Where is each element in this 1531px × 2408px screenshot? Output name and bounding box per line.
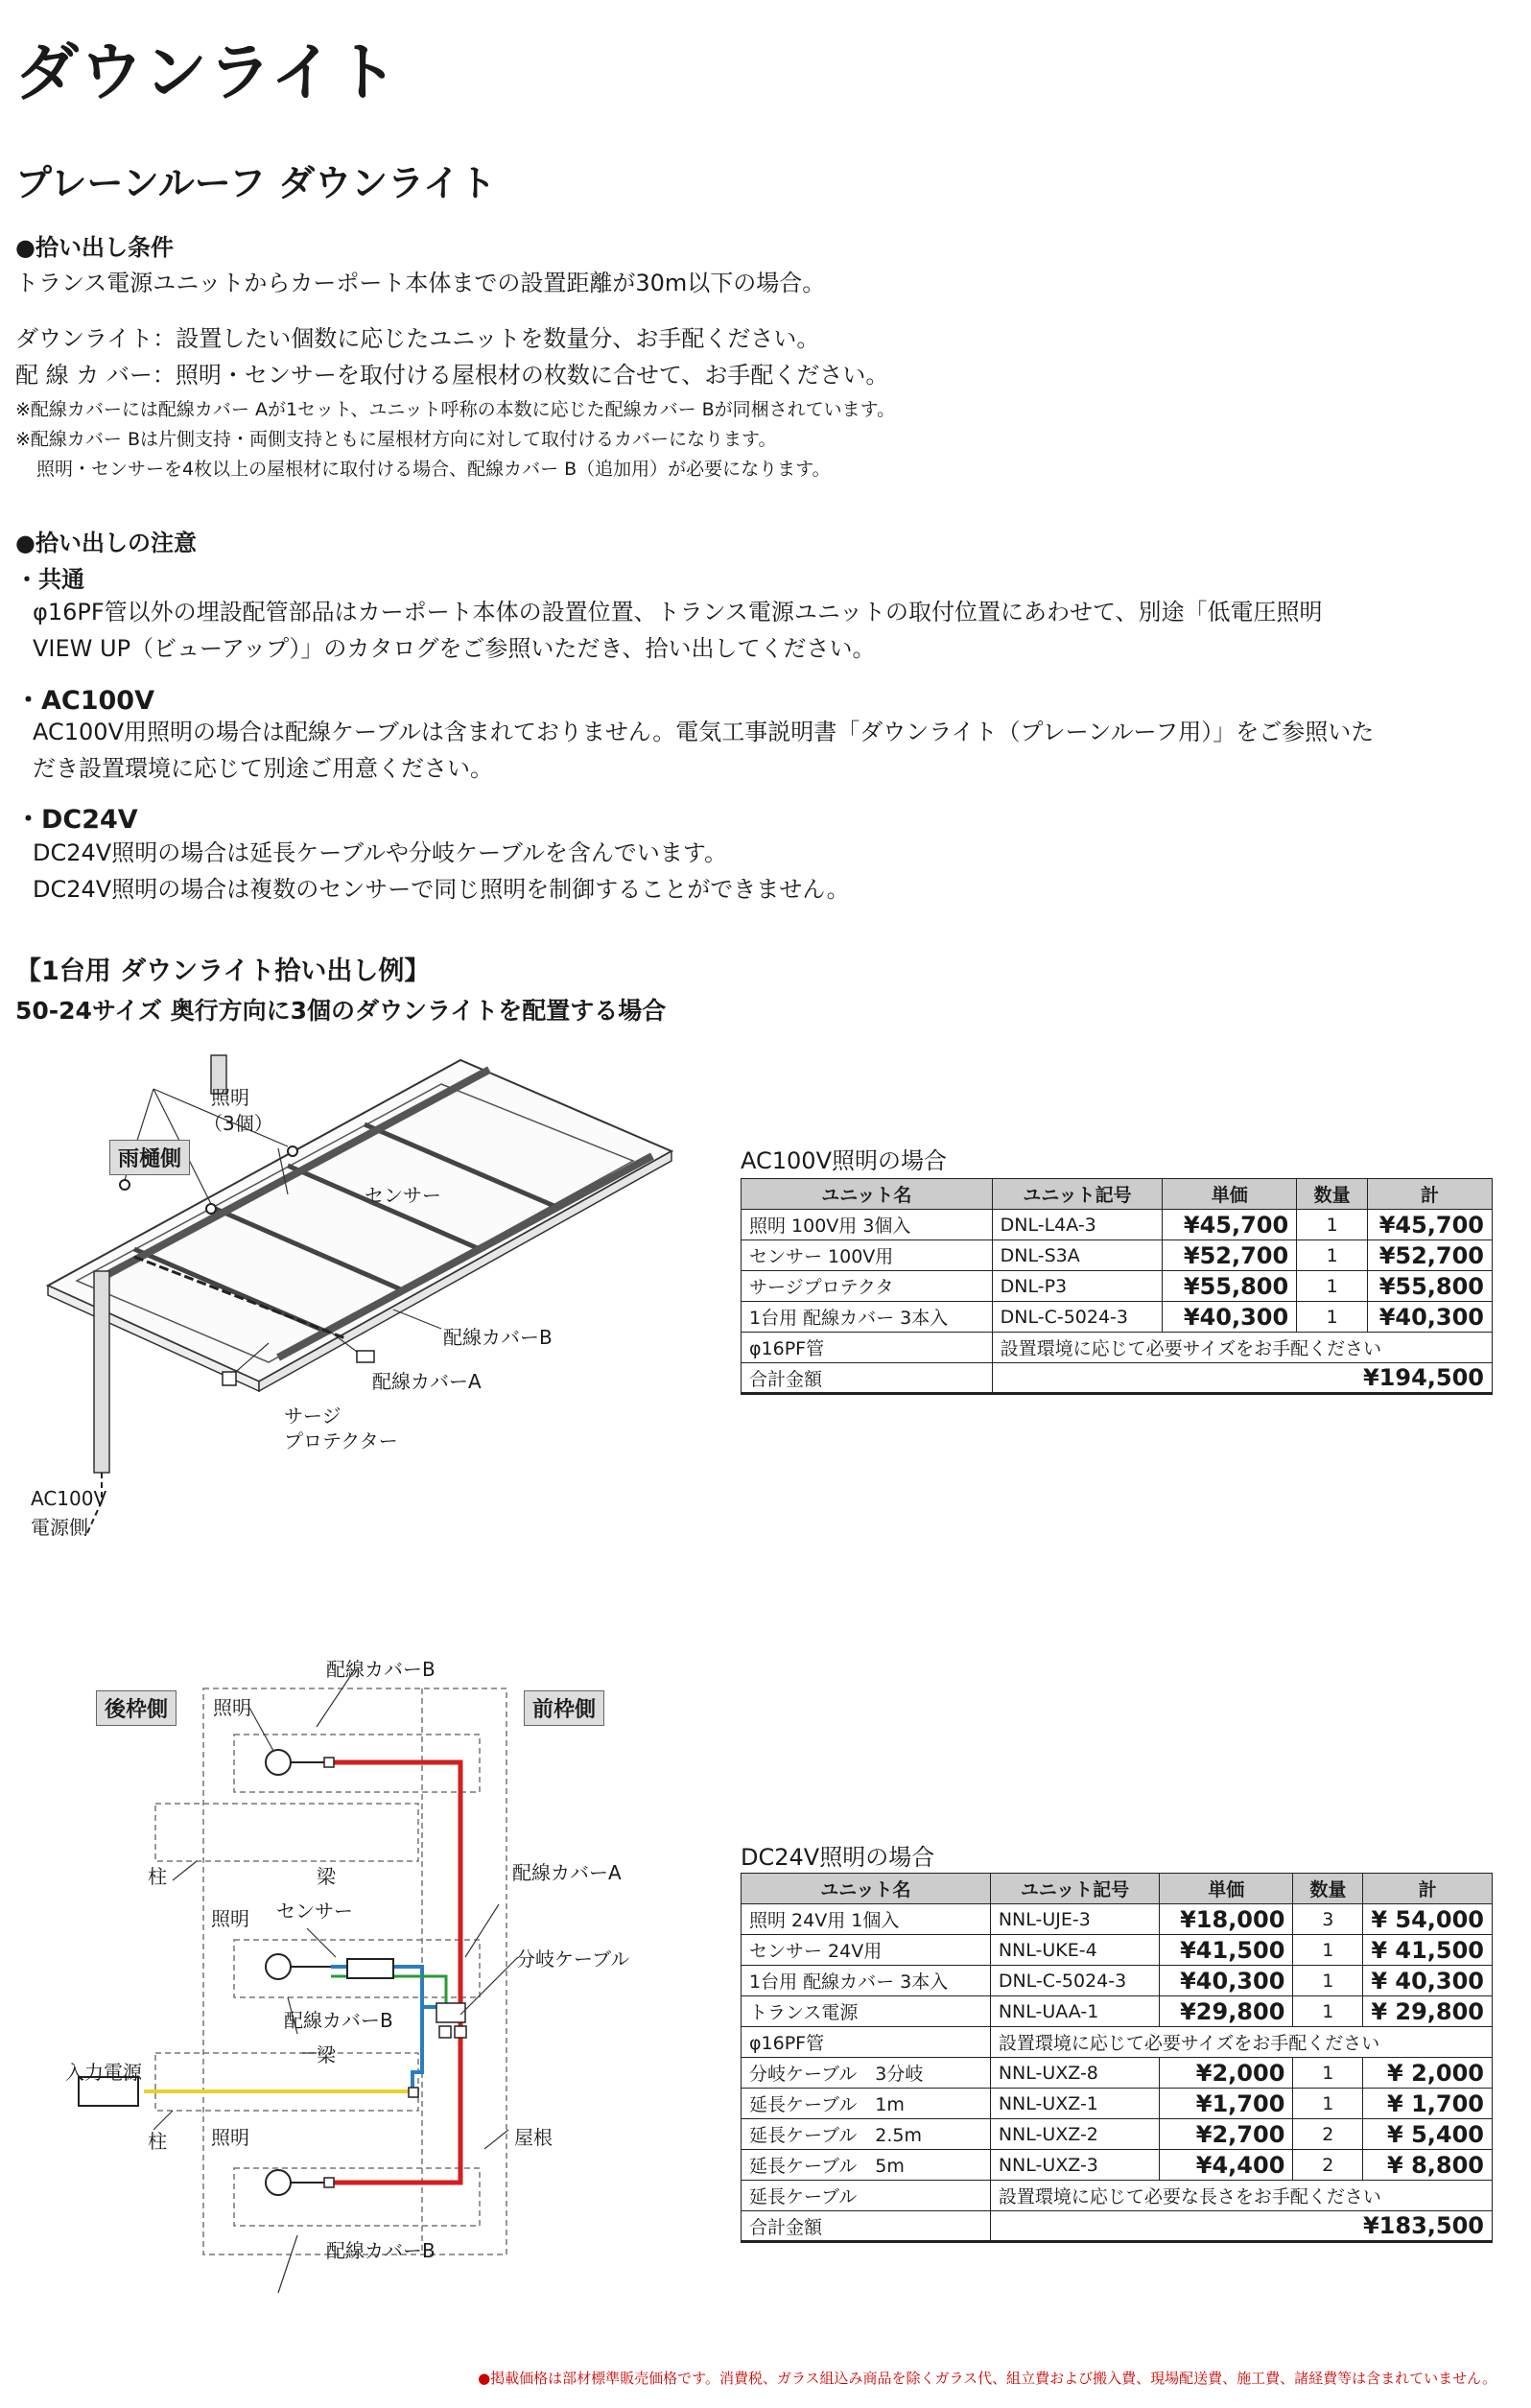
table-row (742, 2058, 1493, 2089)
dc-row-qty: 1 (1293, 2089, 1363, 2119)
dc-sum-label: 合計金額 (742, 2211, 991, 2242)
example-heading: 【1台用 ダウンライト拾い出し例】 (15, 956, 431, 986)
example-subheading: 50-24サイズ 奥行方向に3個のダウンライトを配置する場合 (15, 997, 667, 1025)
dc-header-code: ユニット記号 (990, 1874, 1159, 1904)
dc-row-code: NNL-UJE-3 (990, 1904, 1159, 1935)
ac-row-total: ¥55,800 (1368, 1271, 1493, 1302)
ac-row-price: ¥55,800 (1163, 1271, 1297, 1302)
cond-note3: 照明・センサーを4枚以上の屋根材に取付ける場合、配線カバー B（追加用）が必要になります。 (36, 459, 831, 480)
ac-row-name: サージプロテクタ (742, 1271, 993, 1302)
dc-row-price: ¥18,000 (1160, 1904, 1293, 1935)
cond-heading: ●拾い出し条件 (15, 234, 174, 261)
ac-row-qty: 1 (1297, 1302, 1368, 1333)
d2-lighting3-label: 照明 (211, 2126, 249, 2149)
dc-row-total: ¥ 5,400 (1363, 2119, 1493, 2150)
dc-row-name: 1台用 配線カバー 3本入 (742, 1966, 991, 1996)
ac-carport-diagram (38, 1051, 710, 1549)
ac-row-code: DNL-C-5024-3 (992, 1302, 1163, 1333)
ac-header-price: 単価 (1163, 1179, 1297, 1210)
ac-row-code: DNL-P3 (992, 1271, 1163, 1302)
table-row (742, 1996, 1493, 2027)
dc-row-total: ¥ 2,000 (1363, 2058, 1493, 2089)
d2-sensor-label: センサー (276, 1900, 353, 1923)
cond-line3: 配 線 カ バー：照明・センサーを取付ける屋根材の枚数に合せて、お手配ください。 (15, 362, 889, 389)
dc-wiring-diagram (0, 1669, 691, 2322)
dc-row-code: NNL-UXZ-2 (990, 2119, 1159, 2150)
table-row (742, 1966, 1493, 1996)
dc-table-title: DC24V照明の場合 (741, 1844, 935, 1871)
dc-header-price: 単価 (1160, 1874, 1293, 1904)
dc-row-total: ¥ 41,500 (1363, 1935, 1493, 1966)
table-row (742, 2181, 1493, 2211)
dc-row-qty: 1 (1293, 1935, 1363, 1966)
d2-beam2-label: 梁 (317, 2043, 336, 2066)
caution-common-line1: φ16PF管以外の埋設配管部品はカーポート本体の設置位置、トランス電源ユニットの取付位置にあわせて、別途「低電圧照明 (33, 599, 1323, 626)
table-row (742, 2150, 1493, 2181)
table-row (742, 1240, 1493, 1271)
d1-cover-b-label: 配線カバーB (443, 1326, 553, 1349)
dc-row-total: ¥ 1,700 (1363, 2089, 1493, 2119)
ac-header-total: 計 (1368, 1179, 1493, 1210)
dc-row-name: 照明 24V用 1個入 (742, 1904, 991, 1935)
footer-note: ●掲載価格は部材標準販売価格です。消費税、ガラス組込み商品を除くガラス代、組立費および搬入費、現場配送費、施工費、諸経費等は含まれていません。 (478, 2370, 1496, 2387)
dc-row-name: 延長ケーブル 1m (742, 2089, 991, 2119)
dc-row-name: センサー 24V用 (742, 1935, 991, 1966)
dc-row-name: 分岐ケーブル 3分岐 (742, 2058, 991, 2089)
ac-header-code: ユニット記号 (992, 1179, 1163, 1210)
ac-sum-label: 合計金額 (742, 1363, 993, 1394)
d1-cover-a-label: 配線カバーA (372, 1370, 482, 1393)
d2-cover-a-label: 配線カバーA (512, 1861, 622, 1884)
dc-row-name: トランス電源 (742, 1996, 991, 2027)
ac-header-qty: 数量 (1297, 1179, 1368, 1210)
dc-row-qty: 3 (1293, 1904, 1363, 1935)
dc-row-price: ¥2,000 (1160, 2058, 1293, 2089)
d1-lighting-count: （3個） (203, 1112, 273, 1135)
caution-dc-line2: DC24V照明の場合は複数のセンサーで同じ照明を制御することができません。 (33, 876, 850, 903)
d2-pillar2-label: 柱 (148, 2130, 167, 2153)
ac-pf-name: φ16PF管 (742, 1333, 993, 1363)
ac-row-qty: 1 (1297, 1210, 1368, 1240)
cond-line1: トランス電源ユニットからカーポート本体までの設置距離が30m以下の場合。 (15, 270, 826, 296)
dc-row-price: ¥40,300 (1160, 1966, 1293, 1996)
d1-power-label1: AC100V (31, 1487, 107, 1510)
dc-row-total: ¥ 29,800 (1363, 1996, 1493, 2027)
cond-line2: ダウンライト：設置したい個数に応じたユニットを数量分、お手配ください。 (15, 325, 820, 352)
dc-pf-name: φ16PF管 (742, 2027, 991, 2058)
dc-row-code: NNL-UXZ-8 (990, 2058, 1159, 2089)
caution-ac-line2: だき設置環境に応じて別途ご用意ください。 (33, 755, 493, 782)
table-row (742, 2089, 1493, 2119)
d2-lighting1-label: 照明 (213, 1696, 251, 1719)
ac-row-code: DNL-L4A-3 (992, 1210, 1163, 1240)
page-title: ダウンライト (15, 35, 400, 109)
dc-row-code: NNL-UKE-4 (990, 1935, 1159, 1966)
dc-header-qty: 数量 (1293, 1874, 1363, 1904)
d2-cover-b-top-label: 配線カバーB (326, 1658, 436, 1681)
dc-row-qty: 1 (1293, 1966, 1363, 1996)
dc-ext-note: 設置環境に応じて必要な長さをお手配ください (990, 2181, 1492, 2211)
dc-header-total: 計 (1363, 1874, 1493, 1904)
dc-row-code: NNL-UAA-1 (990, 1996, 1159, 2027)
dc-price-table (741, 1873, 1493, 2243)
dc-row-code: NNL-UXZ-3 (990, 2150, 1159, 2181)
d2-input-label: 入力電源 (65, 2061, 142, 2084)
caution-heading: ●拾い出しの注意 (15, 530, 197, 556)
d1-lighting-label: 照明 (211, 1086, 249, 1109)
ac-row-name: 照明 100V用 3個入 (742, 1210, 993, 1240)
ac-row-total: ¥40,300 (1368, 1302, 1493, 1333)
ac-row-total: ¥52,700 (1368, 1240, 1493, 1271)
caution-common-line2: VIEW UP（ビューアップ）」のカタログをご参照いただき、拾い出してください。 (33, 635, 876, 662)
d2-cover-b-mid-label: 配線カバーB (284, 2009, 393, 2032)
ac-row-price: ¥52,700 (1163, 1240, 1297, 1271)
dc-row-qty: 2 (1293, 2150, 1363, 2181)
table-row (742, 2027, 1493, 2058)
caution-ac-line1: AC100V用照明の場合は配線ケーブルは含まれておりません。電気工事説明書「ダウンライト（プレーンルーフ用）」をご参照いた (33, 719, 1375, 745)
caution-common-heading: ・共通 (15, 566, 84, 593)
dc-row-price: ¥1,700 (1160, 2089, 1293, 2119)
dc-row-total: ¥ 54,000 (1363, 1904, 1493, 1935)
d2-cover-b-bottom-label: 配線カバーB (326, 2239, 436, 2262)
dc-row-price: ¥2,700 (1160, 2119, 1293, 2150)
caution-dc-line1: DC24V照明の場合は延長ケーブルや分岐ケーブルを含んでいます。 (33, 839, 727, 866)
dc-row-name: 延長ケーブル 2.5m (742, 2119, 991, 2150)
d2-front-tag: 前枠側 (524, 1690, 604, 1726)
d1-gutter-side-tag: 雨樋側 (109, 1140, 190, 1175)
dc-header-name: ユニット名 (742, 1874, 991, 1904)
table-row (742, 1333, 1493, 1363)
ac-table-title: AC100V照明の場合 (741, 1147, 947, 1174)
table-row (742, 1271, 1493, 1302)
d1-surge-label2: プロテクター (284, 1429, 398, 1452)
dc-row-qty: 1 (1293, 2058, 1363, 2089)
ac-row-qty: 1 (1297, 1240, 1368, 1271)
table-row (742, 1935, 1493, 1966)
caution-ac-heading: ・AC100V (15, 686, 154, 716)
table-row (742, 1210, 1493, 1240)
d2-lighting2-label: 照明 (211, 1907, 249, 1930)
ac-pf-note: 設置環境に応じて必要サイズをお手配ください (992, 1333, 1492, 1363)
d2-beam1-label: 梁 (317, 1865, 336, 1888)
dc-row-total: ¥ 40,300 (1363, 1966, 1493, 1996)
dc-row-price: ¥41,500 (1160, 1935, 1293, 1966)
ac-price-table (741, 1178, 1493, 1395)
ac-row-price: ¥40,300 (1163, 1302, 1297, 1333)
page-subtitle: プレーンルーフ ダウンライト (15, 162, 496, 204)
ac-row-name: 1台用 配線カバー 3本入 (742, 1302, 993, 1333)
table-row (742, 1363, 1493, 1394)
dc-row-code: DNL-C-5024-3 (990, 1966, 1159, 1996)
dc-row-price: ¥4,400 (1160, 2150, 1293, 2181)
ac-row-code: DNL-S3A (992, 1240, 1163, 1271)
dc-pf-note: 設置環境に応じて必要サイズをお手配ください (990, 2027, 1492, 2058)
dc-sum-value: ¥183,500 (990, 2211, 1492, 2242)
caution-dc-heading: ・DC24V (15, 805, 138, 835)
dc-row-code: NNL-UXZ-1 (990, 2089, 1159, 2119)
ac-header-name: ユニット名 (742, 1179, 993, 1210)
dc-row-total: ¥ 8,800 (1363, 2150, 1493, 2181)
ac-row-qty: 1 (1297, 1271, 1368, 1302)
ac-row-total: ¥45,700 (1368, 1210, 1493, 1240)
table-row (742, 1904, 1493, 1935)
ac-row-name: センサー 100V用 (742, 1240, 993, 1271)
d1-sensor-label: センサー (365, 1184, 441, 1207)
table-row (742, 2119, 1493, 2150)
d2-pillar1-label: 柱 (148, 1865, 167, 1888)
dc-row-price: ¥29,800 (1160, 1996, 1293, 2027)
d2-rear-tag: 後枠側 (96, 1690, 177, 1726)
d2-roof-label: 屋根 (514, 2126, 553, 2149)
cond-note2: ※配線カバー Bは片側支持・両側支持ともに屋根材方向に対して取付けるカバーになります。 (15, 429, 777, 450)
ac-sum-value: ¥194,500 (992, 1363, 1492, 1394)
dc-row-qty: 1 (1293, 1996, 1363, 2027)
d1-power-label2: 電源側 (31, 1516, 88, 1539)
d1-surge-label1: サージ (284, 1405, 342, 1428)
table-row (742, 1302, 1493, 1333)
table-row (742, 2211, 1493, 2242)
dc-row-qty: 2 (1293, 2119, 1363, 2150)
dc-ext-name: 延長ケーブル (742, 2181, 991, 2211)
ac-row-price: ¥45,700 (1163, 1210, 1297, 1240)
dc-row-name: 延長ケーブル 5m (742, 2150, 991, 2181)
d2-branch-label: 分岐ケーブル (516, 1948, 630, 1971)
cond-note1: ※配線カバーには配線カバー Aが1セット、ユニット呼称の本数に応じた配線カバー Bが同梱されています。 (15, 399, 896, 420)
